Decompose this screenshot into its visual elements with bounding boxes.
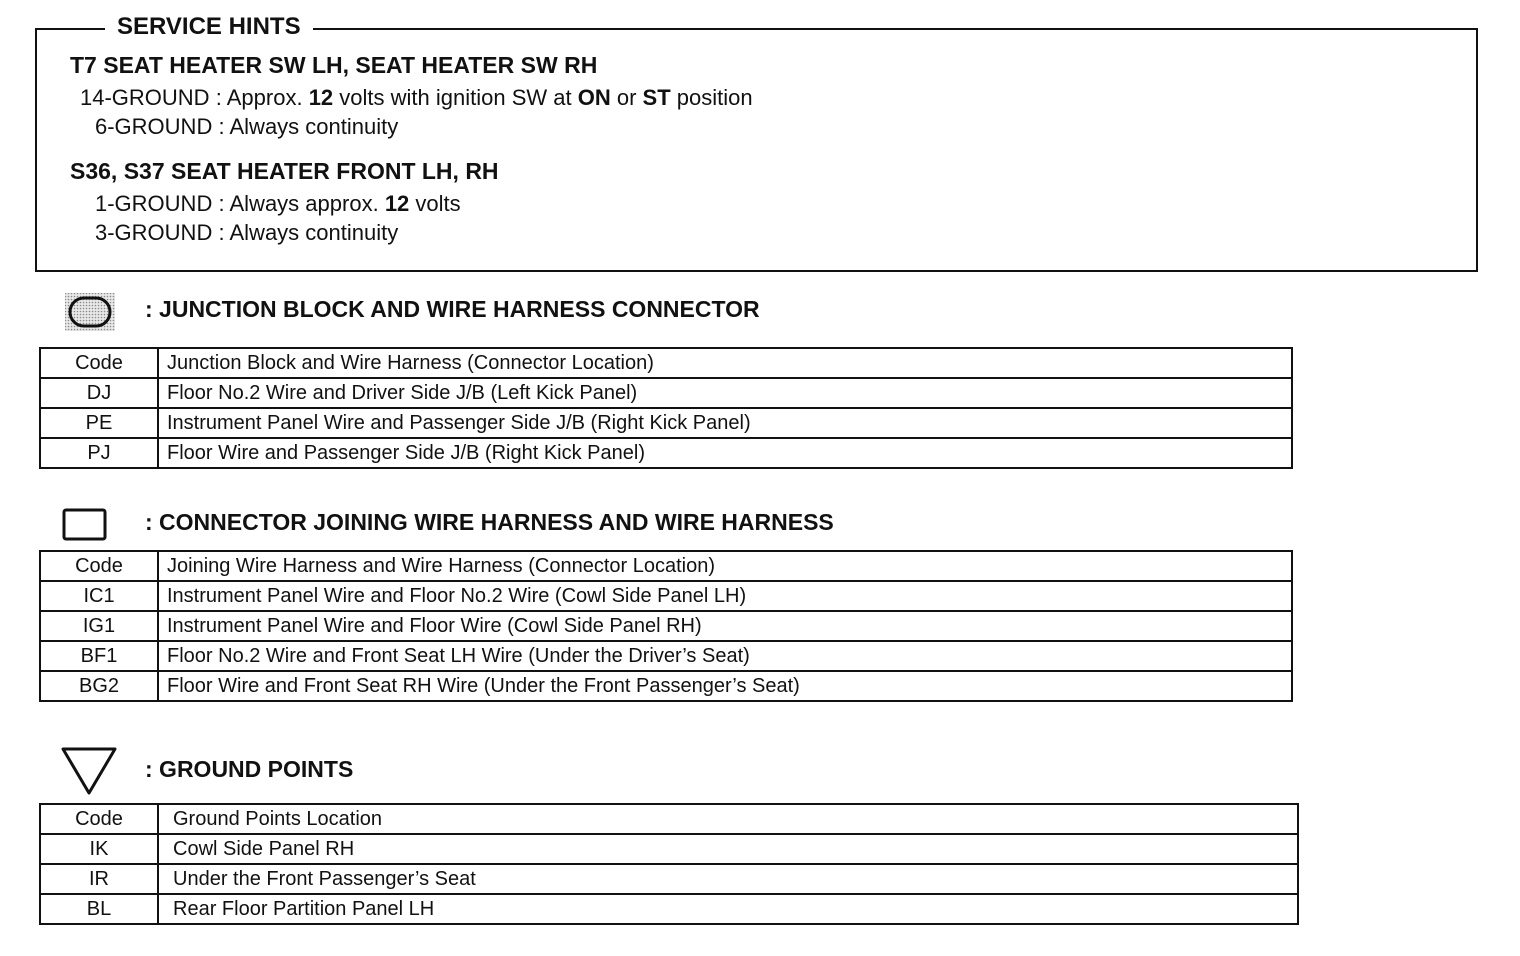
table-row — [40, 581, 1292, 611]
location-cell: Instrument Panel Wire and Floor Wire (Cowl Side Panel RH) — [158, 611, 1292, 641]
location-cell: Floor Wire and Front Seat RH Wire (Under the Front Passenger’s Seat) — [158, 671, 1292, 701]
location-header: Joining Wire Harness and Wire Harness (Connector Location) — [158, 551, 1292, 581]
hint-separator: : — [218, 191, 225, 216]
table-row — [40, 611, 1292, 641]
hint-separator: : — [218, 114, 225, 139]
code-cell: BL — [40, 894, 158, 924]
table-header-row — [40, 551, 1292, 581]
connector-heading: : CONNECTOR JOINING WIRE HARNESS AND WIRE HARNESS — [145, 509, 834, 535]
hint-text: or — [616, 85, 637, 110]
code-cell: BG2 — [40, 671, 158, 701]
hint-separator: : — [215, 85, 222, 110]
code-header: Code — [40, 551, 158, 581]
connector-icon — [62, 508, 108, 542]
hint-pin: 6-GROUND — [95, 114, 213, 139]
hint-text: Always continuity — [229, 220, 399, 245]
junction-heading: : JUNCTION BLOCK AND WIRE HARNESS CONNECTOR — [145, 296, 760, 322]
location-cell: Under the Front Passenger’s Seat — [158, 864, 1298, 894]
location-cell: Rear Floor Partition Panel LH — [158, 894, 1298, 924]
code-header: Code — [40, 804, 158, 834]
hint-text: position — [676, 85, 753, 110]
hint-group-title: S36, S37 SEAT HEATER FRONT LH, RH — [70, 158, 499, 184]
code-cell: BF1 — [40, 641, 158, 671]
location-cell: Floor No.2 Wire and Front Seat LH Wire (Under the Driver’s Seat) — [158, 641, 1292, 671]
hint-text: volts — [415, 191, 461, 216]
code-cell: DJ — [40, 378, 158, 408]
table-row — [40, 894, 1298, 924]
hint-pin: 3-GROUND — [95, 220, 213, 245]
code-cell: IC1 — [40, 581, 158, 611]
hint-text: Always approx. — [229, 191, 379, 216]
hint-text: Always continuity — [229, 114, 399, 139]
table-row — [40, 641, 1292, 671]
code-cell: PJ — [40, 438, 158, 468]
connector-table — [39, 550, 1293, 702]
table-row — [40, 408, 1292, 438]
ground-table — [39, 803, 1299, 925]
table-row — [40, 671, 1292, 701]
hint-value: ON — [577, 85, 611, 110]
code-cell: PE — [40, 408, 158, 438]
junction-table — [39, 347, 1293, 469]
hint-value: 12 — [384, 191, 410, 216]
code-cell: IG1 — [40, 611, 158, 641]
location-header: Junction Block and Wire Harness (Connector Location) — [158, 348, 1292, 378]
table-header-row — [40, 804, 1298, 834]
ground-point-icon — [60, 746, 118, 796]
hint-group-title: T7 SEAT HEATER SW LH, SEAT HEATER SW RH — [70, 52, 598, 78]
code-cell: IK — [40, 834, 158, 864]
hint-value: ST — [642, 85, 671, 110]
location-cell: Floor Wire and Passenger Side J/B (Right Kick Panel) — [158, 438, 1292, 468]
hint-pin: 1-GROUND — [95, 191, 213, 216]
table-header-row — [40, 348, 1292, 378]
table-row — [40, 834, 1298, 864]
hint-line — [95, 189, 461, 219]
hint-pin: 14-GROUND — [80, 85, 210, 110]
code-header: Code — [40, 348, 158, 378]
hint-line — [95, 218, 398, 248]
hint-text: volts with ignition SW at — [339, 85, 572, 110]
location-cell: Instrument Panel Wire and Passenger Side J/B (Right Kick Panel) — [158, 408, 1292, 438]
hint-text: Approx. — [226, 85, 303, 110]
junction-block-icon — [64, 292, 116, 332]
location-header: Ground Points Location — [158, 804, 1298, 834]
hint-line — [95, 112, 398, 142]
location-cell: Instrument Panel Wire and Floor No.2 Wire (Cowl Side Panel LH) — [158, 581, 1292, 611]
service-hints-title: SERVICE HINTS — [105, 12, 313, 42]
hint-value: 12 — [308, 85, 334, 110]
table-row — [40, 438, 1292, 468]
hint-separator: : — [218, 220, 225, 245]
table-row — [40, 864, 1298, 894]
location-cell: Cowl Side Panel RH — [158, 834, 1298, 864]
ground-heading: : GROUND POINTS — [145, 756, 354, 782]
location-cell: Floor No.2 Wire and Driver Side J/B (Left Kick Panel) — [158, 378, 1292, 408]
hint-line — [80, 83, 753, 113]
table-row — [40, 378, 1292, 408]
code-cell: IR — [40, 864, 158, 894]
